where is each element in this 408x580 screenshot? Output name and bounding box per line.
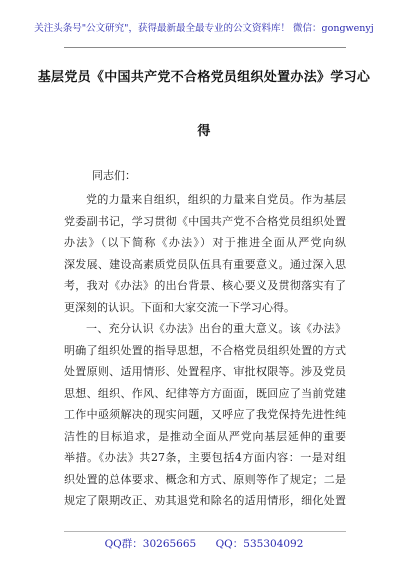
footer-qq-group: QQ群：30265665 bbox=[104, 538, 197, 550]
page-header: 关注头条号"公文研究"，获得最新最全最专业的公文资料库！ 微信：gongwenyj bbox=[34, 23, 374, 34]
text-line: 深发展、建设高素质党员队伍具有重要意义。通过深入思 bbox=[64, 257, 346, 271]
footer-divider bbox=[64, 531, 346, 532]
paragraph-1 bbox=[64, 189, 346, 318]
text-line: 思想、组织、作风、纪律等方方面面，既回应了当前党建 bbox=[64, 386, 346, 400]
text-line: 洁性的目标追求，是推动全面从严党向基层延伸的重要 bbox=[64, 429, 346, 443]
footer-qq: QQ：535304092 bbox=[215, 538, 304, 550]
text-line: 举措。《办法》共27条，主要包括4方面内容：一是对组 bbox=[64, 451, 346, 464]
document-title-line-1: 基层党员《中国共产党不合格党员组织处置办法》学习心 bbox=[37, 70, 371, 85]
text-line: 工作中亟须解决的现实问题，又呼应了我党保持先进性纯 bbox=[64, 408, 346, 421]
text-line: 考，我对《办法》的出台背景、核心要义及贯彻落实有了 bbox=[64, 279, 346, 292]
text-line: 办法》（以下简称《办法》）对于推进全面从严党向纵 bbox=[64, 236, 346, 249]
header-divider bbox=[64, 47, 346, 48]
document-title-line-2: 得 bbox=[197, 124, 211, 139]
text-line: 规定了限期改正、劝其退党和除名的适用情形，细化处置 bbox=[64, 494, 346, 507]
text-line: 更深刻的认识。下面和大家交流一下学习心得。 bbox=[64, 300, 295, 314]
text-line: 党的力量来自组织，组织的力量来自党员。作为基层 bbox=[86, 193, 346, 206]
text-line: 处置原则、适用情形、处置程序、审批权限等。涉及党员 bbox=[64, 365, 346, 378]
text-line: 明确了组织处置的指导思想，不合格党员组织处置的方式 bbox=[64, 343, 346, 357]
page-footer bbox=[0, 536, 408, 551]
text-line: 党委副书记，学习贯彻《中国共产党不合格党员组织处置 bbox=[64, 214, 346, 228]
paragraph-2 bbox=[64, 318, 346, 512]
text-line: 一、充分认识《办法》出台的重大意义。该《办法》 bbox=[86, 322, 346, 335]
text-line: 织处置的总体要求、概念和方式、原则等作了规定；二是 bbox=[64, 472, 346, 486]
salutation: 同志们： bbox=[92, 169, 136, 182]
